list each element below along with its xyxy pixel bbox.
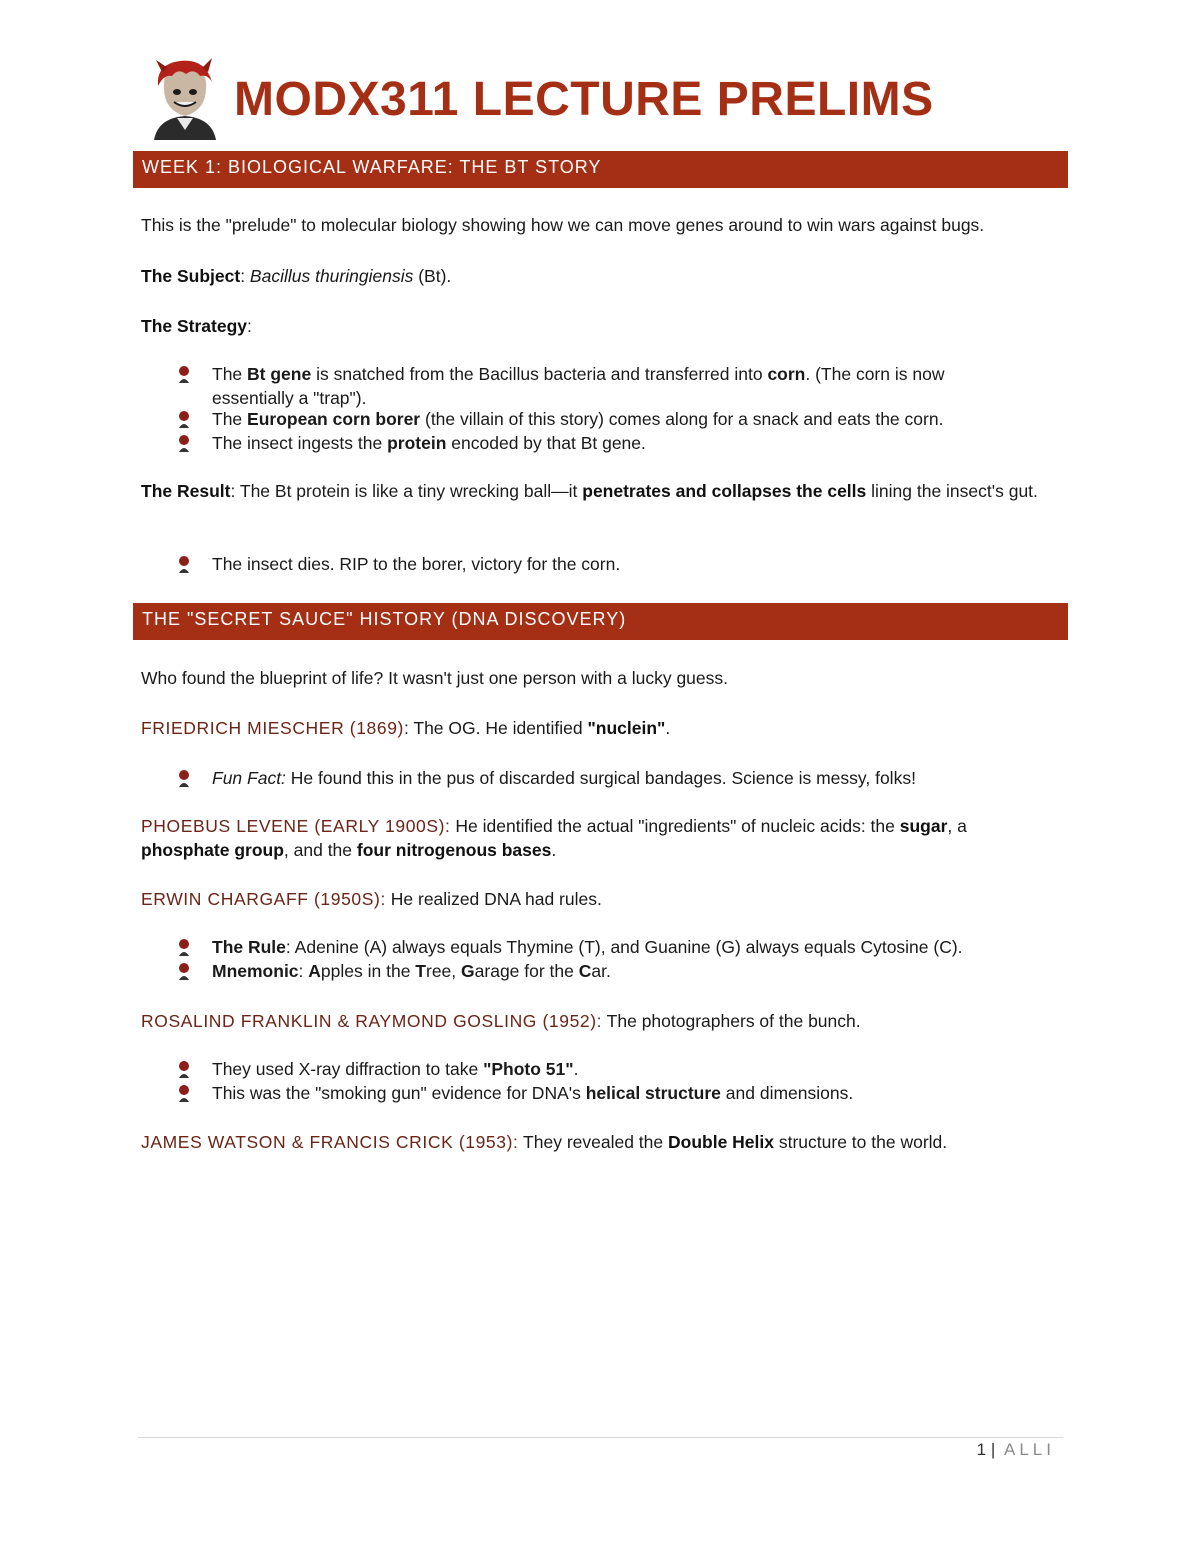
mnemonic-part: ree, — [426, 961, 462, 981]
levene-name: PHOEBUS LEVENE (EARLY 1900S): — [141, 816, 451, 836]
bullet1-a: The — [212, 364, 248, 384]
bullet1-c: is snatched from the Bacillus bacteria and transferred into — [311, 364, 768, 384]
rule-label: The Rule — [212, 937, 286, 957]
strategy-line: The Strategy: — [141, 316, 252, 336]
footer-author: ALLI — [1004, 1440, 1055, 1459]
rule-text: : Adenine (A) always equals Thymine (T), and Guanine (G) always equals Cytosine (C). — [285, 937, 963, 957]
section2-intro: Who found the blueprint of life? It wasn't just one person with a lucky guess. — [141, 668, 729, 688]
bullet-icon — [176, 410, 192, 428]
franklin-b1-post: . — [573, 1059, 579, 1079]
chargaff-text: He realized DNA had rules. — [385, 889, 602, 909]
mnemonic-part: ar. — [591, 961, 611, 981]
subject-label: The Subject — [141, 266, 241, 286]
chargaff-line — [141, 887, 1046, 911]
mnemonic-letter: C — [578, 961, 592, 981]
result-pre: : The Bt protein is like a tiny wrecking ball—it — [230, 481, 583, 501]
result-bullet: The insect dies. RIP to the borer, victory for the corn. — [212, 554, 621, 574]
strategy-label: The Strategy — [141, 316, 247, 336]
bullet3-c: encoded by that Bt gene. — [446, 433, 646, 453]
footer-divider — [138, 1437, 1063, 1438]
franklin-b1-pre: They used X-ray diffraction to take — [212, 1059, 484, 1079]
bullet-icon — [176, 555, 192, 573]
mnemonic-part: : — [298, 961, 309, 981]
franklin-b2-bold: helical structure — [585, 1083, 721, 1103]
bullet1-b1: Bt gene — [247, 364, 312, 384]
franklin-b1-bold: "Photo 51" — [483, 1059, 574, 1079]
mnemonic-letter: T — [415, 961, 426, 981]
watson-pre: They revealed the — [518, 1132, 668, 1152]
levene-mid1: , a — [947, 816, 967, 836]
miescher-post: . — [665, 718, 671, 738]
bullet3-b1: protein — [387, 433, 447, 453]
bullet2-a: The — [212, 409, 248, 429]
section-banner-week1: WEEK 1: BIOLOGICAL WARFARE: THE BT STORY — [133, 151, 1068, 188]
mnemonic-label: Mnemonic — [212, 961, 299, 981]
franklin-name: ROSALIND FRANKLIN & RAYMOND GOSLING (1952): — [141, 1011, 603, 1031]
document-header — [150, 58, 1070, 140]
result-post: lining the insect's gut. — [866, 481, 1038, 501]
levene-b3: four nitrogenous bases — [356, 840, 552, 860]
bullet-icon — [176, 365, 192, 383]
miescher-bold: "nuclein" — [587, 718, 666, 738]
watson-line — [141, 1130, 1046, 1154]
page-number: 1 — [976, 1440, 987, 1459]
bullet-icon — [176, 769, 192, 787]
subject-organism: Bacillus thuringiensis — [249, 266, 414, 286]
bullet-icon — [176, 1060, 192, 1078]
bullet1-d: . (The corn is now essentially a "trap"). — [212, 364, 945, 408]
page-footer — [977, 1440, 1055, 1460]
footer-separator: | — [990, 1440, 996, 1459]
fun-fact-text: He found this in the pus of discarded surgical bandages. Science is messy, folks! — [285, 768, 916, 788]
mnemonic-part: arage for the — [474, 961, 579, 981]
subject-tail: (Bt). — [418, 266, 452, 286]
subject-line: The Subject: Bacillus thuringiensis (Bt). — [141, 266, 452, 286]
section-banner-history: THE "SECRET SAUCE" HISTORY (DNA DISCOVERY) — [133, 603, 1068, 640]
mnemonic-letter: G — [461, 961, 475, 981]
bullet2-b1: European corn borer — [247, 409, 421, 429]
levene-b2: phosphate group — [141, 840, 284, 860]
franklin-line — [141, 1009, 1046, 1033]
fun-fact-label: Fun Fact: — [212, 768, 286, 788]
result-bold: penetrates and collapses the cells — [582, 481, 867, 501]
bullet-icon — [176, 1084, 192, 1102]
levene-pre: He identified the actual "ingredients" of nucleic acids: the — [450, 816, 900, 836]
miescher-name: FRIEDRICH MIESCHER (1869) — [141, 718, 404, 738]
levene-post: . — [551, 840, 557, 860]
levene-b1: sugar — [899, 816, 948, 836]
bullet-icon — [176, 434, 192, 452]
watson-name: JAMES WATSON & FRANCIS CRICK (1953): — [141, 1132, 519, 1152]
bullet3-a: The insect ingests the — [212, 433, 388, 453]
red-haired-demon-character-icon — [150, 58, 220, 140]
chargaff-name: ERWIN CHARGAFF (1950S): — [141, 889, 386, 909]
bullet1-b2: corn — [767, 364, 806, 384]
bullet2-c: (the villain of this story) comes along for a snack and eats the corn. — [420, 409, 944, 429]
result-line — [141, 479, 1046, 503]
document-title: MODX311 LECTURE PRELIMS — [234, 73, 934, 126]
section1-intro: This is the "prelude" to molecular biology showing how we can move genes around to win wars against bugs. — [141, 215, 985, 235]
miescher-line — [141, 716, 1046, 740]
mnemonic-letter: A — [308, 961, 321, 981]
watson-post: structure to the world. — [774, 1132, 948, 1152]
franklin-b2-pre: This was the "smoking gun" evidence for DNA's — [212, 1083, 586, 1103]
miescher-pre: : The OG. He identified — [403, 718, 588, 738]
franklin-text: The photographers of the bunch. — [602, 1011, 861, 1031]
mnemonic-part: pples in the — [320, 961, 416, 981]
bullet-icon — [176, 962, 192, 980]
bullet-icon — [176, 938, 192, 956]
watson-bold: Double Helix — [668, 1132, 774, 1152]
franklin-b2-post: and dimensions. — [720, 1083, 854, 1103]
levene-line — [141, 814, 1046, 862]
levene-mid2: , and the — [283, 840, 357, 860]
result-label: The Result — [141, 481, 231, 501]
